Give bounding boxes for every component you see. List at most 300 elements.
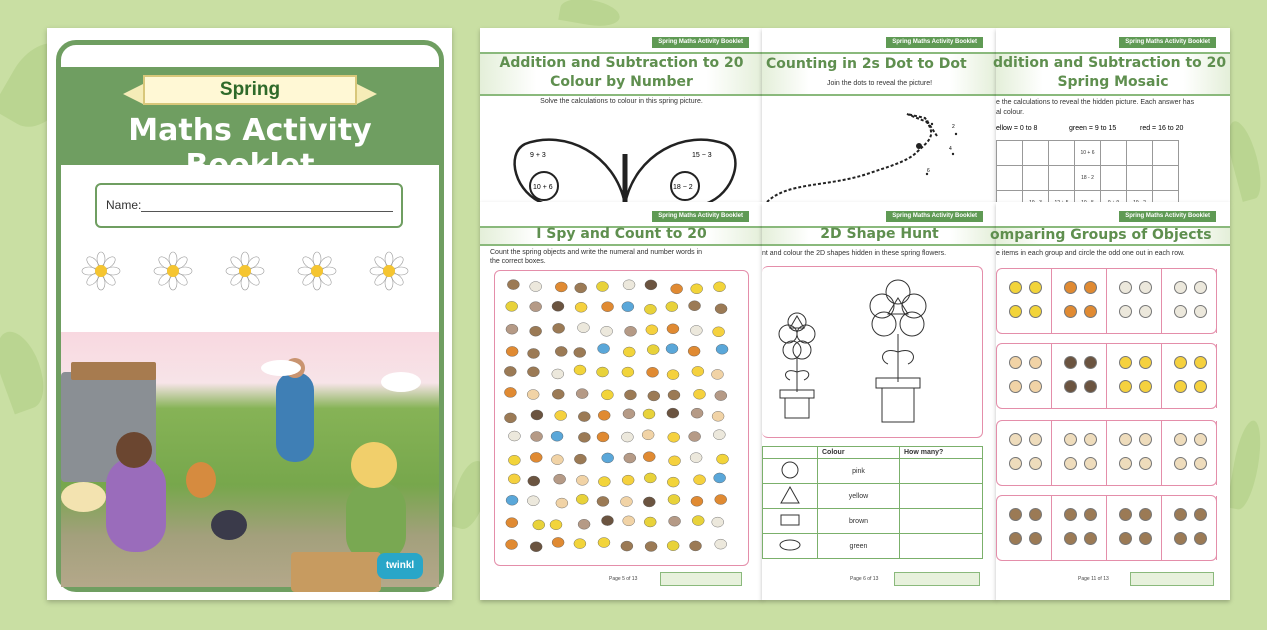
- dot-number: 2: [952, 124, 955, 130]
- worksheet-i-spy: [480, 202, 763, 600]
- daffodil-icon: [644, 473, 656, 483]
- daisy-icon: [155, 253, 191, 289]
- page-instructions: e the calculations to reveal the hidden picture. Each answer has: [996, 99, 1195, 106]
- rabbit-icon: [691, 408, 703, 418]
- how-many-answer[interactable]: [900, 459, 983, 484]
- butterfly-icon: [691, 496, 703, 506]
- egg-icon: [551, 455, 563, 465]
- rabbit-icon: [554, 474, 566, 484]
- name-field[interactable]: [95, 183, 403, 228]
- chick-icon: [550, 520, 562, 530]
- colour-column-header: Colour: [818, 447, 900, 459]
- worksheet-2d-shape-hunt: [762, 202, 997, 600]
- butterfly-icon: [552, 537, 564, 547]
- egg-box-icon: [1119, 433, 1132, 446]
- nest-icon: [504, 413, 516, 423]
- nest-icon: [574, 347, 586, 357]
- bird-icon: [601, 516, 613, 526]
- nest-icon: [621, 541, 633, 551]
- butterfly-icon: [555, 282, 567, 292]
- butterfly-icon: [688, 346, 700, 356]
- umbrella-icon: [555, 411, 567, 421]
- girl-figure: [106, 457, 166, 552]
- chick-icon: [1009, 281, 1022, 294]
- nest-icon: [1009, 532, 1022, 545]
- circle-shape-icon: [780, 461, 800, 479]
- egg-box-icon: [1194, 457, 1207, 470]
- egg-icon: [527, 390, 539, 400]
- egg-box-icon: [1174, 457, 1187, 470]
- umbrella-icon: [1119, 356, 1132, 369]
- cover-title: Maths Activity Booklet: [128, 113, 372, 183]
- egg-box-icon: [1029, 433, 1042, 446]
- ribbon-tail-left: [123, 83, 145, 105]
- egg-icon: [576, 475, 588, 485]
- dot-number: 0: [926, 120, 929, 126]
- nest-icon: [530, 326, 542, 336]
- nest-icon: [1194, 532, 1207, 545]
- sheep: [381, 372, 421, 392]
- rabbit-icon: [576, 389, 588, 399]
- chick-icon: [691, 284, 703, 294]
- egg-box-icon: [1084, 457, 1097, 470]
- daffodil-icon: [596, 281, 608, 291]
- butterfly-icon: [504, 387, 516, 397]
- easter-egg-icon: [666, 344, 678, 354]
- daisy-icon: [371, 253, 407, 289]
- easter-egg-icon: [598, 344, 610, 354]
- comparison-group[interactable]: [1107, 421, 1162, 485]
- butterfly-icon: [667, 324, 679, 334]
- umbrella-icon: [508, 474, 520, 484]
- lamb-icon: [713, 430, 725, 440]
- butterfly-icon: [1064, 305, 1077, 318]
- comparison-row[interactable]: [996, 420, 1217, 486]
- easter-egg-icon: [716, 344, 728, 354]
- umbrella-icon: [667, 370, 679, 380]
- nest-icon: [689, 301, 701, 311]
- lamb-icon: [1194, 281, 1207, 294]
- comparison-row[interactable]: [996, 343, 1217, 409]
- nest-icon: [690, 541, 702, 551]
- coop-roof: [71, 362, 156, 380]
- girl-head: [116, 432, 152, 468]
- lamb-icon: [623, 280, 635, 290]
- butterfly-icon: [715, 494, 727, 504]
- nest-icon: [1139, 508, 1152, 521]
- booklet-tag: Spring Maths Activity Booklet: [886, 211, 983, 222]
- worksheet-colour-by-number: [480, 28, 763, 202]
- boy-figure: [346, 482, 406, 562]
- daffodil-icon: [533, 520, 545, 530]
- calc-label: 10 + 6: [533, 184, 553, 191]
- nest-icon: [668, 390, 680, 400]
- page-number: Page 5 of 13: [609, 576, 638, 582]
- nest-icon: [648, 391, 660, 401]
- bird-icon: [1084, 380, 1097, 393]
- page-instructions: Join the dots to reveal the picture!: [826, 80, 933, 87]
- nest-icon: [1174, 532, 1187, 545]
- how-many-answer[interactable]: [900, 534, 983, 559]
- umbrella-icon: [694, 475, 706, 485]
- egg-icon: [623, 516, 635, 526]
- nest-icon: [504, 366, 516, 376]
- nest-icon: [645, 541, 657, 551]
- butterfly-icon: [506, 346, 518, 356]
- comparison-group[interactable]: [997, 344, 1052, 408]
- page-number: Page 11 of 13: [1078, 576, 1109, 582]
- nest-icon: [553, 323, 565, 333]
- nest-icon: [578, 432, 590, 442]
- rabbit-icon: [689, 432, 701, 442]
- umbrella-icon: [622, 475, 634, 485]
- lamb-icon: [1174, 281, 1187, 294]
- nest-icon: [1139, 532, 1152, 545]
- lamb-icon: [1174, 305, 1187, 318]
- calc-label: 18 − 2: [673, 184, 693, 191]
- nest-icon: [1029, 532, 1042, 545]
- butterfly-icon: [1084, 305, 1097, 318]
- how-many-answer[interactable]: [900, 509, 983, 534]
- booklet-tag: Spring Maths Activity Booklet: [652, 211, 749, 222]
- lamb-icon: [712, 517, 724, 527]
- bird-icon: [552, 301, 564, 311]
- egg-icon: [711, 369, 723, 379]
- lamb-icon: [1119, 305, 1132, 318]
- colour-key: red = 16 to 20: [1140, 125, 1184, 132]
- bird-icon: [530, 542, 542, 552]
- umbrella-icon: [1194, 356, 1207, 369]
- butterfly-icon: [647, 367, 659, 377]
- chick-icon: [598, 538, 610, 548]
- nest-icon: [1009, 508, 1022, 521]
- umbrella-icon: [669, 456, 681, 466]
- page-title-line2: Spring Mosaic: [1057, 74, 1169, 90]
- colour-key: ellow = 0 to 8: [996, 125, 1038, 132]
- egg-box-icon: [1194, 433, 1207, 446]
- nest-icon: [552, 389, 564, 399]
- comparison-group[interactable]: [1162, 421, 1217, 485]
- how-many-column-header: How many?: [900, 447, 983, 459]
- farmer-figure: [276, 372, 314, 462]
- page-instructions-line2: the correct boxes.: [490, 258, 546, 265]
- colour-key: green = 9 to 15: [1069, 125, 1117, 132]
- butterfly-icon: [602, 302, 614, 312]
- umbrella-icon: [1174, 380, 1187, 393]
- footer-badge: [894, 572, 980, 586]
- lamb-icon: [1139, 305, 1152, 318]
- nest-icon: [1119, 508, 1132, 521]
- page-title: Addition and Subtraction to 20: [499, 55, 744, 71]
- comparison-group[interactable]: [1052, 421, 1107, 485]
- comparison-group[interactable]: [1162, 269, 1217, 333]
- booklet-cover: [47, 28, 452, 600]
- easter-egg-icon: [714, 473, 726, 483]
- page-instructions: Count the spring objects and write the numeral and number words in: [490, 249, 703, 256]
- cover-frame: [56, 40, 444, 592]
- daffodil-icon: [667, 541, 679, 551]
- nest-icon: [1174, 508, 1187, 521]
- daffodil-icon: [643, 409, 655, 419]
- lamb-icon: [690, 453, 702, 463]
- mosaic-cell[interactable]: 10 + 6: [1075, 141, 1101, 166]
- egg-box-icon: [1139, 433, 1152, 446]
- triangle-shape-icon: [780, 486, 800, 504]
- calc-label: 15 − 3: [692, 152, 712, 159]
- daffodil-icon: [692, 516, 704, 526]
- umbrella-icon: [1139, 356, 1152, 369]
- nest-icon: [574, 454, 586, 464]
- rabbit-icon: [530, 302, 542, 312]
- umbrella-icon: [646, 325, 658, 335]
- butterfly-outline: [505, 124, 745, 204]
- easter-egg-icon: [602, 453, 614, 463]
- rabbit-icon: [623, 409, 635, 419]
- chick-icon: [1029, 305, 1042, 318]
- daffodil-icon: [576, 494, 588, 504]
- nest-icon: [1119, 532, 1132, 545]
- rabbit-icon: [531, 431, 543, 441]
- butterfly-icon: [671, 284, 683, 294]
- bird-icon: [531, 410, 543, 420]
- ribbon-tail-right: [355, 83, 377, 105]
- umbrella-icon: [1194, 380, 1207, 393]
- egg-icon: [1009, 380, 1022, 393]
- nest-icon: [1084, 532, 1097, 545]
- page-title: ddition and Subtraction to 20: [993, 55, 1227, 71]
- page-title: 2D Shape Hunt: [820, 226, 939, 242]
- butterfly-icon: [643, 452, 655, 462]
- lamb-dot-outline: [767, 112, 967, 204]
- shape-colour: green: [818, 534, 900, 559]
- page-title-line2: Colour by Number: [550, 74, 693, 90]
- chick-icon: [714, 282, 726, 292]
- egg-box-icon: [1174, 433, 1187, 446]
- egg-icon: [642, 430, 654, 440]
- comparison-group[interactable]: [997, 269, 1052, 333]
- nest-icon: [1084, 508, 1097, 521]
- umbrella-icon: [693, 389, 705, 399]
- umbrella-icon: [1174, 356, 1187, 369]
- egg-box-icon: [1139, 457, 1152, 470]
- booklet-tag: Spring Maths Activity Booklet: [1119, 37, 1216, 48]
- nest-icon: [1194, 508, 1207, 521]
- butterfly-icon: [506, 518, 518, 528]
- daffodil-icon: [597, 367, 609, 377]
- egg-icon: [1029, 380, 1042, 393]
- page-title: I Spy and Count to 20: [536, 226, 707, 242]
- rectangle-shape-icon: [779, 511, 801, 529]
- daffodil-icon: [644, 304, 656, 314]
- nest-icon: [578, 412, 590, 422]
- page-instructions-line2: al colour.: [996, 109, 1025, 116]
- egg-icon: [1029, 356, 1042, 369]
- umbrella-icon: [692, 366, 704, 376]
- butterfly-icon: [1084, 281, 1097, 294]
- egg-box-icon: [1009, 433, 1022, 446]
- butterfly-icon: [530, 452, 542, 462]
- comparison-row[interactable]: [996, 495, 1217, 561]
- bird-icon: [667, 408, 679, 418]
- chick-icon: [622, 367, 634, 377]
- name-line: [141, 211, 393, 212]
- comparison-group[interactable]: [1052, 269, 1107, 333]
- nest-icon: [527, 367, 539, 377]
- egg-icon: [712, 411, 724, 421]
- comparison-group[interactable]: [1162, 344, 1217, 408]
- shape-colour: pink: [818, 459, 900, 484]
- nest-icon: [575, 283, 587, 293]
- nest-icon: [507, 280, 519, 290]
- rabbit-icon: [578, 519, 590, 529]
- lamb-icon: [577, 323, 589, 333]
- lamb-icon: [552, 369, 564, 379]
- mosaic-cell[interactable]: 18 - 2: [1075, 166, 1101, 191]
- bird-icon: [1084, 356, 1097, 369]
- rabbit-icon: [506, 324, 518, 334]
- lamb-icon: [1194, 305, 1207, 318]
- egg-box-icon: [1009, 457, 1022, 470]
- egg-box-icon: [1119, 457, 1132, 470]
- worksheet-spring-mosaic: [993, 28, 1230, 202]
- bird-icon: [643, 497, 655, 507]
- egg-box-icon: [1064, 433, 1077, 446]
- easter-egg-icon: [506, 495, 518, 505]
- chick-icon: [574, 539, 586, 549]
- nest-icon: [1064, 532, 1077, 545]
- rabbit-icon: [625, 326, 637, 336]
- egg-box-icon: [1084, 433, 1097, 446]
- comparison-group[interactable]: [997, 421, 1052, 485]
- comparison-group[interactable]: [1107, 269, 1162, 333]
- worksheet-comparing-groups: [990, 202, 1230, 600]
- page-number: Page 6 of 13: [850, 576, 879, 582]
- shape-column-header: [763, 447, 818, 459]
- umbrella-icon: [668, 432, 680, 442]
- bird-icon: [528, 476, 540, 486]
- bird-icon: [645, 280, 657, 290]
- daffodil-icon: [506, 301, 518, 311]
- lamb-icon: [530, 282, 542, 292]
- shape-flowers: [770, 272, 980, 432]
- daffodil-icon: [644, 517, 656, 527]
- footer-badge: [660, 572, 742, 586]
- booklet-tag: Spring Maths Activity Booklet: [886, 37, 983, 48]
- hen: [211, 510, 247, 540]
- shape-colour: brown: [818, 509, 900, 534]
- nest-icon: [555, 346, 567, 356]
- spring-objects-scatter: [498, 274, 746, 562]
- daffodil-icon: [666, 302, 678, 312]
- umbrella-icon: [713, 327, 725, 337]
- egg-icon: [556, 498, 568, 508]
- cover-ribbon: Spring: [143, 75, 357, 105]
- wooden-planter: [291, 552, 381, 592]
- boy-head: [351, 442, 397, 488]
- booklet-tag: Spring Maths Activity Booklet: [1119, 211, 1216, 222]
- egg-box-icon: [1029, 457, 1042, 470]
- lamb-icon: [621, 432, 633, 442]
- comparison-group[interactable]: [997, 496, 1052, 560]
- sheep: [261, 360, 301, 376]
- calc-label: 9 + 3: [530, 152, 546, 159]
- shape-colour: yellow: [818, 484, 900, 509]
- nest-icon: [624, 390, 636, 400]
- comparison-group[interactable]: [1162, 496, 1217, 560]
- nest-icon: [1064, 508, 1077, 521]
- lamb-icon: [715, 539, 727, 549]
- shape-count-table: [762, 446, 983, 559]
- lamb-icon: [690, 325, 702, 335]
- page-title: omparing Groups of Objects: [990, 227, 1212, 243]
- bird-icon: [1064, 356, 1077, 369]
- bird-icon: [1064, 380, 1077, 393]
- comparison-group[interactable]: [1107, 344, 1162, 408]
- chick-icon: [667, 477, 679, 487]
- comparison-row[interactable]: [996, 268, 1217, 334]
- nest-icon: [1029, 508, 1042, 521]
- chick-icon: [1029, 281, 1042, 294]
- name-label: Name:: [106, 198, 142, 212]
- footer-badge: [1130, 572, 1214, 586]
- page-instructions: Solve the calculations to colour in this spring picture.: [540, 98, 703, 105]
- lamb-icon: [508, 431, 520, 441]
- daffodil-icon: [668, 494, 680, 504]
- rabbit-icon: [715, 391, 727, 401]
- nest-icon: [715, 304, 727, 314]
- twinkl-logo: twinkl: [377, 553, 423, 579]
- how-many-answer[interactable]: [900, 484, 983, 509]
- egg-icon: [1009, 356, 1022, 369]
- comparison-group[interactable]: [1107, 496, 1162, 560]
- chick-icon: [508, 455, 520, 465]
- nest-icon: [597, 496, 609, 506]
- comparison-group[interactable]: [1052, 496, 1107, 560]
- egg-icon: [620, 497, 632, 507]
- chick-icon: [717, 454, 729, 464]
- page-instructions: e items in each group and circle the odd one out in each row.: [996, 250, 1185, 257]
- spring-farm-illustration: [61, 332, 439, 587]
- lamb-icon: [1139, 281, 1152, 294]
- umbrella-icon: [575, 302, 587, 312]
- butterfly-icon: [506, 539, 518, 549]
- dot-number: 6: [927, 168, 930, 174]
- umbrella-icon: [1139, 380, 1152, 393]
- chick-icon: [601, 390, 613, 400]
- butterfly-icon: [598, 410, 610, 420]
- egg-box-icon: [1064, 457, 1077, 470]
- comparison-group[interactable]: [1052, 344, 1107, 408]
- page-title: Counting in 2s Dot to Dot: [766, 56, 967, 72]
- dot-number: 4: [949, 146, 952, 152]
- daffodil-icon: [647, 345, 659, 355]
- butterfly-icon: [597, 432, 609, 442]
- page-instructions: nt and colour the 2D shapes hidden in these spring flowers.: [762, 250, 947, 257]
- lamb-icon: [527, 496, 539, 506]
- rabbit-icon: [624, 453, 636, 463]
- lamb-icon: [601, 326, 613, 336]
- chick-icon: [598, 477, 610, 487]
- daisy-icon: [299, 253, 335, 289]
- chick-icon: [623, 347, 635, 357]
- worksheet-dot-to-dot: [762, 28, 997, 202]
- daisy-icon: [83, 253, 119, 289]
- easter-egg-icon: [551, 431, 563, 441]
- rabbit-icon: [669, 516, 681, 526]
- chick-icon: [574, 365, 586, 375]
- butterfly-icon: [1064, 281, 1077, 294]
- lamb-icon: [1119, 281, 1132, 294]
